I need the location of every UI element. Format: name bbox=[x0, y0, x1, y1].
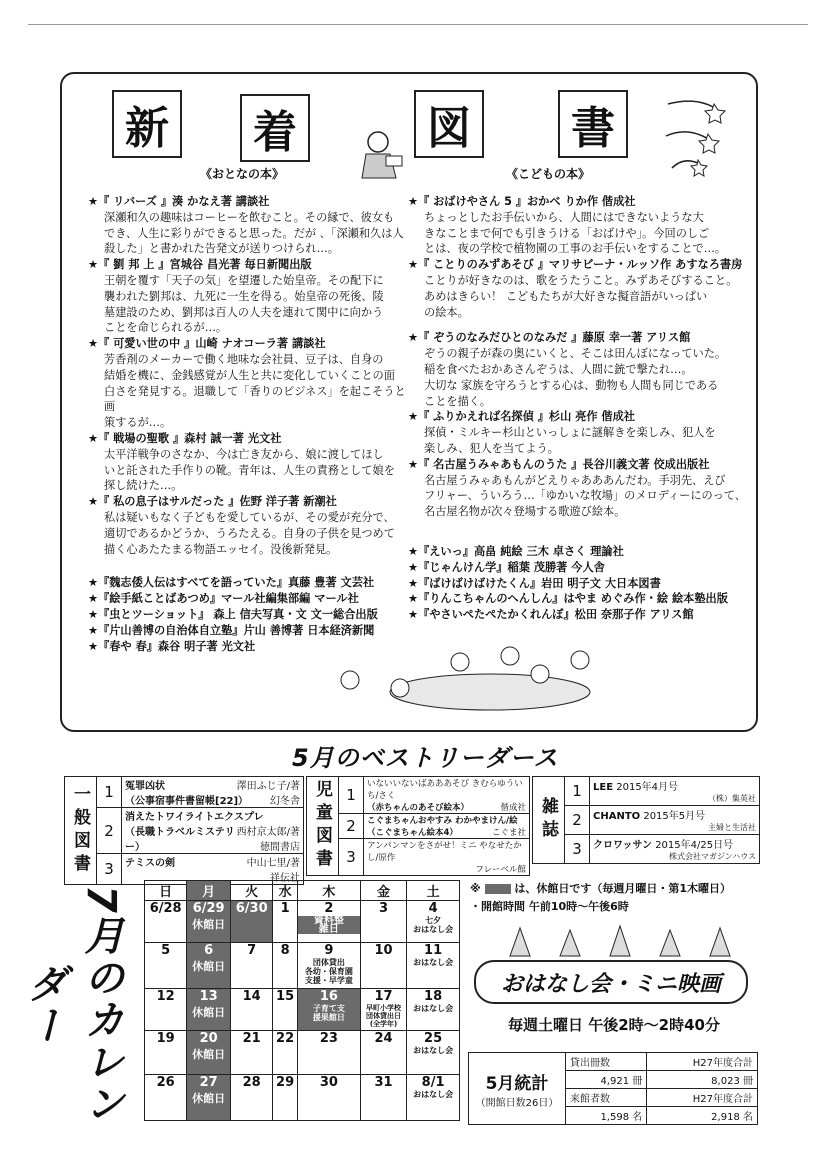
kids-pool-illustration bbox=[320, 640, 620, 716]
desc-line: ことを命じられるが…。 bbox=[104, 321, 228, 335]
child-reading-illustration bbox=[356, 128, 406, 186]
date-number: 13 bbox=[199, 989, 218, 1004]
desc-line: きなことまで何でも引きうける「おばけや」。今回のしご bbox=[424, 226, 710, 240]
rank-publisher: フレーベル館 bbox=[475, 865, 526, 875]
header-char-4: 書 bbox=[558, 90, 628, 158]
calendar-day bbox=[145, 1075, 187, 1121]
calendar-day bbox=[407, 943, 460, 989]
calendar-day bbox=[407, 1031, 460, 1075]
date-number: 6/30 bbox=[235, 901, 268, 916]
closed-label: 休館日 bbox=[192, 1006, 226, 1019]
book-desc bbox=[88, 510, 406, 557]
event-schedule: 毎週土曜日 午後2時〜2時40分 bbox=[508, 1016, 720, 1034]
adult-books-column bbox=[88, 194, 406, 654]
rank-title: クロワッサン bbox=[593, 840, 652, 851]
rank-publisher: 株式会社マガジンハウス bbox=[669, 852, 756, 861]
unit: 冊 bbox=[632, 1076, 643, 1087]
loan-label: 貸出冊数 bbox=[566, 1053, 647, 1071]
day-header: 水 bbox=[273, 881, 298, 901]
stats-title-cell bbox=[469, 1053, 566, 1125]
day-note: おはなし会 bbox=[413, 958, 454, 967]
visit-value bbox=[566, 1107, 647, 1125]
book-list-item: ★『春や 春』森谷 明子著 光文社 bbox=[88, 639, 256, 653]
desc-line: 探偵・ミルキー杉山といっしょに謎解きを楽しみ、犯人を bbox=[424, 426, 716, 440]
desc-line: 描く心あたたまる物語エッセイ。没後新発見。 bbox=[104, 542, 338, 556]
date-number: 15 bbox=[276, 989, 295, 1004]
rank-publisher: こぐま社 bbox=[491, 828, 526, 838]
kids-heading: 《こどもの本》 bbox=[506, 167, 591, 181]
desc-line: ことを描く。 bbox=[424, 394, 491, 408]
date-number: 8 bbox=[280, 943, 290, 958]
closed-legend bbox=[470, 880, 731, 896]
desc-line: とは、夜の学校で植物園の工事のお手伝いをすることで…。 bbox=[424, 242, 727, 256]
total-label: H27年度合計 bbox=[647, 1089, 758, 1107]
header-char-2: 着 bbox=[240, 94, 310, 162]
rank-number: 2 bbox=[97, 808, 122, 854]
stats-title: 5月統計 bbox=[485, 1073, 549, 1094]
desc-line: 芳香剤のメーカーで働く地味な会社員、豆子は、自身の bbox=[104, 352, 384, 366]
book-entry bbox=[88, 257, 406, 336]
desc-line: ことりが好きなのは、歌をうたうこと。みずあそびすること。 bbox=[424, 273, 738, 287]
book-title: ★『 私の息子はサルだった 』佐野 洋子著 新潮社 bbox=[88, 495, 337, 509]
desc-line: 太平洋戦争のさなか、今は亡き友から、娘に渡してほし bbox=[104, 447, 384, 461]
date-number: 6 bbox=[204, 943, 214, 958]
rank-number: 3 bbox=[565, 835, 590, 864]
ranking-title: 5月のベストリーダース bbox=[292, 744, 559, 772]
rank-title: こぐまちゃんおやすみ わかやまけん/絵 bbox=[367, 816, 518, 826]
date-number: 18 bbox=[424, 989, 443, 1004]
calendar-day bbox=[231, 1031, 273, 1075]
book-title: ★『 おばけやさん 5 』おかべ りか作 偕成社 bbox=[408, 195, 636, 208]
date-number: 16 bbox=[319, 989, 338, 1004]
date-number: 5 bbox=[161, 943, 171, 958]
rank-title: LEE bbox=[593, 782, 614, 793]
date-number: 25 bbox=[424, 1031, 443, 1046]
rank-row bbox=[364, 777, 530, 814]
desc-line: 墓建設のため、劉邦は百人の人夫を連れて関中に向かう bbox=[104, 305, 384, 319]
day-note: おはなし会 bbox=[413, 1046, 454, 1055]
book-title: ★『 劉 邦 上 』宮城谷 昌光著 毎日新聞出版 bbox=[88, 258, 312, 272]
calendar-day bbox=[407, 901, 460, 943]
book-desc bbox=[408, 346, 748, 409]
book-title: ★『 ことりのみずあそび 』マリサビーナ・ルッソ作 あすなろ書房 bbox=[408, 258, 743, 272]
desc-line: 策するが…。 bbox=[104, 416, 172, 430]
calendar-day bbox=[187, 989, 231, 1031]
book-entry bbox=[88, 336, 406, 431]
desc-line: フリャー、ういろう…「ゆかいな牧場」のメロディーにのって、 bbox=[424, 489, 746, 503]
date-number: 22 bbox=[276, 1031, 295, 1046]
desc-line: 襲われた劉邦は、九死に一生を得る。始皇帝の死後、陵 bbox=[104, 289, 384, 303]
date-number: 6/28 bbox=[149, 901, 182, 916]
calendar-day bbox=[407, 989, 460, 1031]
date-number: 17 bbox=[374, 989, 393, 1004]
loan-value bbox=[566, 1071, 647, 1089]
calendar-day bbox=[273, 1031, 298, 1075]
general-ranking-table bbox=[64, 776, 304, 885]
gnomes-illustration bbox=[480, 922, 750, 958]
rank-row bbox=[590, 777, 760, 806]
rank-row bbox=[364, 814, 530, 839]
rank-author: 西村京太郎/著 bbox=[236, 827, 300, 838]
rank-author: 澤田ふじ子/著 bbox=[236, 781, 300, 792]
book-list-item: ★『りんこちゃんのへんしん』はやま めぐみ作・絵 絵本塾出版 bbox=[408, 592, 728, 606]
shooting-stars-illustration bbox=[658, 96, 728, 188]
day-note: 子育て支 援果館日 bbox=[312, 1004, 345, 1022]
day-note: おはなし会 bbox=[413, 1090, 454, 1099]
rank-publisher: 徳間書店 bbox=[260, 842, 300, 853]
date-number: 28 bbox=[242, 1075, 261, 1090]
day-note: おはなし会 bbox=[413, 1004, 454, 1013]
book-desc bbox=[408, 210, 748, 257]
loan-total: 8,023 bbox=[711, 1076, 740, 1087]
calendar-day bbox=[145, 989, 187, 1031]
rank-number: 2 bbox=[565, 806, 590, 835]
rank-author: 中山七里/著 bbox=[246, 858, 300, 869]
desc-line: 大切な 家族を守ろうとする心は、動物も人間も同じである bbox=[424, 378, 719, 392]
rank-title: アンパンマンをさがせ！ミニ やなせたかし/原作 bbox=[367, 841, 522, 863]
visit-total: 2,918 bbox=[711, 1112, 740, 1123]
day-header: 土 bbox=[407, 881, 460, 901]
book-entry bbox=[88, 194, 406, 257]
day-header: 火 bbox=[231, 881, 273, 901]
book-desc bbox=[408, 473, 748, 520]
desc-line: 白さを発見する。退職して「香りのビジネス」を起こそうと画 bbox=[104, 384, 406, 414]
calendar-day bbox=[231, 989, 273, 1031]
date-number: 8/1 bbox=[421, 1075, 445, 1090]
day-note: 資料整 雑日 bbox=[298, 916, 360, 934]
header-char-1: 新 bbox=[112, 90, 182, 158]
general-label: 一般図書 bbox=[65, 777, 97, 885]
rank-number: 1 bbox=[97, 777, 122, 808]
book-entry bbox=[408, 330, 748, 409]
calendar-day bbox=[145, 901, 187, 943]
calendar-day bbox=[187, 1031, 231, 1075]
calendar-day bbox=[407, 1075, 460, 1121]
rank-number: 2 bbox=[339, 814, 364, 839]
rank-subtitle: （こぐまちゃん絵本4） bbox=[367, 828, 458, 838]
date-number: 4 bbox=[428, 901, 438, 916]
calendar-day bbox=[360, 1031, 406, 1075]
book-desc bbox=[408, 425, 748, 457]
day-header: 木 bbox=[297, 881, 360, 901]
calendar-day bbox=[145, 943, 187, 989]
day-note: 七夕 おはなし会 bbox=[413, 916, 454, 934]
date-number: 24 bbox=[374, 1031, 393, 1046]
unit: 冊 bbox=[743, 1076, 753, 1087]
closed-label: 休館日 bbox=[192, 918, 226, 931]
book-list-item: ★『絵手紙ことばあつめ』マール社編集部編 マール社 bbox=[88, 592, 359, 606]
book-list-item: ★『虫とツーショット』 森上 信夫写真・文 文一総合出版 bbox=[88, 607, 378, 621]
calendar-day bbox=[187, 943, 231, 989]
desc-line: 王朝を覆す「天子の気」を望遷した始皇帝。その配下に bbox=[104, 273, 384, 287]
book-list-item: ★『やさいぺたぺたかくれんぼ』松田 奈那子作 アリス館 bbox=[408, 608, 694, 622]
calendar-day bbox=[231, 943, 273, 989]
date-number: 2 bbox=[324, 901, 334, 916]
date-number: 14 bbox=[242, 989, 261, 1004]
calendar-day bbox=[360, 943, 406, 989]
date-number: 20 bbox=[199, 1031, 218, 1046]
book-entry bbox=[408, 409, 748, 456]
unit: 名 bbox=[743, 1112, 753, 1123]
desc-line: 深瀬和久の趣味はコーヒーを飲むこと。その縁で、彼女も bbox=[104, 210, 395, 224]
legend-swatch bbox=[485, 884, 511, 894]
calendar-day bbox=[273, 1075, 298, 1121]
rank-publisher: 偕成社 bbox=[500, 803, 526, 813]
desc-line: でき、人生に彩りができると思った。だが 、「深瀬和久は人 bbox=[104, 226, 404, 240]
book-list-item: ★『魏志倭人伝はすべてを語っていた』真藤 豊著 文芸社 bbox=[88, 576, 375, 590]
rank-issue: 2015年5月号 bbox=[643, 811, 706, 822]
book-entry bbox=[408, 457, 748, 520]
desc-line: 私は疑いもなく子どもを愛しているが、その愛が充分で、 bbox=[104, 510, 395, 524]
desc-line: 殺した」と書かれた告発文が送りつけられ…。 bbox=[104, 242, 339, 256]
visit-count: 1,598 bbox=[600, 1112, 630, 1123]
rank-number: 1 bbox=[565, 777, 590, 806]
rank-title: 冤罪凶状 bbox=[125, 781, 165, 792]
book-entry bbox=[88, 431, 406, 494]
desc-line: 稲を食べたおかあさんぞうは、人間に銃で撃たれ…。 bbox=[424, 362, 693, 376]
rank-publisher: 主婦と生活社 bbox=[708, 823, 756, 832]
desc-line: 名古屋名物が次々登場する歌遊び絵本。 bbox=[424, 505, 626, 519]
calendar-day bbox=[297, 901, 360, 943]
desc-line: ぞうの親子が森の奥にいくと、そこは田んぼになっていた。 bbox=[424, 347, 727, 361]
book-title: ★『 戦場の聖歌 』森村 誠一著 光文社 bbox=[88, 431, 282, 445]
calendar-day bbox=[273, 943, 298, 989]
date-number: 29 bbox=[276, 1075, 295, 1090]
book-entry bbox=[88, 494, 406, 557]
calendar-day bbox=[360, 901, 406, 943]
rank-publisher: （株）集英社 bbox=[708, 794, 756, 803]
event-banner: おはなし会・ミニ映画 bbox=[474, 960, 748, 1004]
date-number: 30 bbox=[319, 1075, 338, 1090]
desc-line: あめはきらい！ こどもたちが大好きな擬音語がいっぱい bbox=[424, 289, 708, 303]
book-title: ★『 ぞうのなみだひとのなみだ 』藤原 幸一著 アリス館 bbox=[408, 331, 691, 345]
rank-row bbox=[590, 806, 760, 835]
loan-total-value bbox=[647, 1071, 758, 1089]
date-number: 19 bbox=[156, 1031, 175, 1046]
book-entry bbox=[408, 194, 748, 257]
book-list-item: ★『片山善博の自治体自立塾』片山 善博著 日本経済新聞 bbox=[88, 623, 375, 637]
rank-subtitle: （長職トラベルミステリー） bbox=[125, 827, 235, 853]
day-note: 早町小学校 団体貸出日 (全学年) bbox=[366, 1004, 402, 1028]
book-entry bbox=[408, 257, 748, 320]
loan-count: 4,921 bbox=[600, 1076, 630, 1087]
magazine-label: 雑誌 bbox=[533, 777, 565, 864]
rank-publisher: 幻冬舎 bbox=[270, 796, 300, 807]
calendar-day bbox=[231, 1075, 273, 1121]
book-title: ★『 リバーズ 』湊 かなえ著 講談社 bbox=[88, 195, 270, 208]
rank-subtitle: （公事宿事件書留帳[22]） bbox=[125, 796, 249, 807]
total-label: H27年度合計 bbox=[647, 1053, 758, 1071]
desc-line: 探し続けた…。 bbox=[104, 479, 183, 493]
day-header: 金 bbox=[360, 881, 406, 901]
book-list-item: ★『じゃんけん学』稲葉 茂勝著 今人舎 bbox=[408, 560, 605, 574]
book-desc bbox=[88, 447, 406, 494]
desc-line: 適切であるかどうか、うろたえる。自身の子供を見つめて bbox=[104, 526, 395, 540]
calendar-day bbox=[273, 989, 298, 1031]
calendar-day bbox=[297, 989, 360, 1031]
rank-row bbox=[590, 835, 760, 864]
date-number: 27 bbox=[199, 1075, 218, 1090]
date-number: 6/29 bbox=[192, 901, 225, 916]
kids-books-column bbox=[408, 194, 748, 623]
visit-label: 来館者数 bbox=[566, 1089, 647, 1107]
calendar-day bbox=[145, 1031, 187, 1075]
visit-total-value bbox=[647, 1107, 758, 1125]
desc-line: ちょっとしたお手伝いから、人間にはできないような大 bbox=[424, 210, 704, 224]
day-note: 団体貸出 各幼・保育園 支援・早学童 bbox=[304, 958, 353, 985]
calendar-day bbox=[297, 1031, 360, 1075]
date-number: 23 bbox=[319, 1031, 338, 1046]
calendar-side-label: 7月のカレンダー bbox=[21, 885, 124, 1125]
date-number: 11 bbox=[424, 943, 443, 958]
rank-issue: 2015年4/25日号 bbox=[655, 840, 734, 851]
book-desc bbox=[88, 352, 406, 431]
date-number: 10 bbox=[374, 943, 393, 958]
children-ranking-table bbox=[306, 776, 530, 876]
book-list-item: ★『ばけばけばけたくん』岩田 明子文 大日本図書 bbox=[408, 576, 661, 590]
legend-prefix: ※ bbox=[470, 882, 481, 895]
book-desc bbox=[88, 210, 406, 257]
book-title: ★『 名古屋うみゃあもんのうた 』長谷川義文著 佼成出版社 bbox=[408, 457, 710, 471]
calendar-day bbox=[273, 901, 298, 943]
stats-open-days: （開館日数26日） bbox=[475, 1097, 559, 1109]
closed-label: 休館日 bbox=[192, 960, 226, 973]
book-desc bbox=[408, 273, 748, 320]
date-number: 1 bbox=[280, 901, 290, 916]
book-desc bbox=[88, 273, 406, 336]
children-label: 児童図書 bbox=[307, 777, 339, 876]
rank-issue: 2015年4月号 bbox=[616, 782, 679, 793]
opening-hours: ・開館時間 午前10時〜午後6時 bbox=[470, 900, 629, 913]
date-number: 9 bbox=[324, 943, 334, 958]
unit: 名 bbox=[632, 1112, 643, 1123]
rank-title: 消えたトワイライトエクスプレ bbox=[125, 812, 264, 823]
adult-heading: 《おとなの本》 bbox=[200, 167, 285, 181]
rank-row bbox=[122, 777, 304, 808]
desc-line: 結婚を機に、金銭感覚が人生と共に変化していくことの面 bbox=[104, 368, 395, 382]
rank-title: テミスの剣 bbox=[125, 858, 175, 869]
rank-title: CHANTO bbox=[593, 811, 641, 822]
day-header: 月 bbox=[187, 881, 231, 901]
rank-publisher: 祥伝社 bbox=[270, 873, 300, 884]
calendar-day bbox=[297, 1075, 360, 1121]
calendar-day bbox=[187, 1075, 231, 1121]
desc-line: 名古屋うみゃあもんがどえりゃあああんだわ。手羽先、えび bbox=[424, 473, 726, 487]
magazine-ranking-table bbox=[532, 776, 760, 864]
calendar-day bbox=[360, 989, 406, 1031]
desc-line: の絵本。 bbox=[424, 305, 469, 319]
rank-subtitle: （赤ちゃんのあそび絵本） bbox=[367, 803, 470, 813]
calendar-day bbox=[360, 1075, 406, 1121]
legend-text: は、休館日です（毎週月曜日・第1木曜日） bbox=[514, 882, 732, 895]
book-list-item: ★『えいっ』高畠 純絵 三木 卓さく 理論社 bbox=[408, 544, 624, 558]
calendar-table bbox=[144, 880, 460, 1121]
date-number: 7 bbox=[247, 943, 257, 958]
header-char-3: 図 bbox=[414, 90, 484, 158]
closed-label: 休館日 bbox=[192, 1048, 226, 1061]
book-title: ★『 ふりかえれば名探偵 』杉山 亮作 偕成社 bbox=[408, 410, 635, 424]
calendar-day bbox=[231, 901, 273, 943]
rank-number: 1 bbox=[339, 777, 364, 814]
calendar-day bbox=[297, 943, 360, 989]
date-number: 3 bbox=[379, 901, 389, 916]
closed-label: 休館日 bbox=[192, 1092, 226, 1105]
top-rule bbox=[28, 24, 808, 25]
date-number: 31 bbox=[374, 1075, 393, 1090]
date-number: 21 bbox=[242, 1031, 261, 1046]
desc-line: 楽しみ、犯人を当てよう。 bbox=[424, 441, 559, 455]
rank-row bbox=[364, 839, 530, 876]
rank-number: 3 bbox=[97, 854, 122, 885]
stats-table bbox=[468, 1052, 758, 1125]
rank-title: いないいないばあああそび きむらゆういち/さく bbox=[367, 779, 523, 801]
calendar-day bbox=[187, 901, 231, 943]
book-title: ★『 可愛い世の中 』山崎 ナオコーラ著 講談社 bbox=[88, 337, 326, 351]
day-header: 日 bbox=[145, 881, 187, 901]
date-number: 26 bbox=[156, 1075, 175, 1090]
date-number: 12 bbox=[156, 989, 175, 1004]
desc-line: いと託された手作りの靴。青年は、人生の責務として娘を bbox=[104, 463, 395, 477]
rank-number: 3 bbox=[339, 839, 364, 876]
rank-row bbox=[122, 808, 304, 854]
